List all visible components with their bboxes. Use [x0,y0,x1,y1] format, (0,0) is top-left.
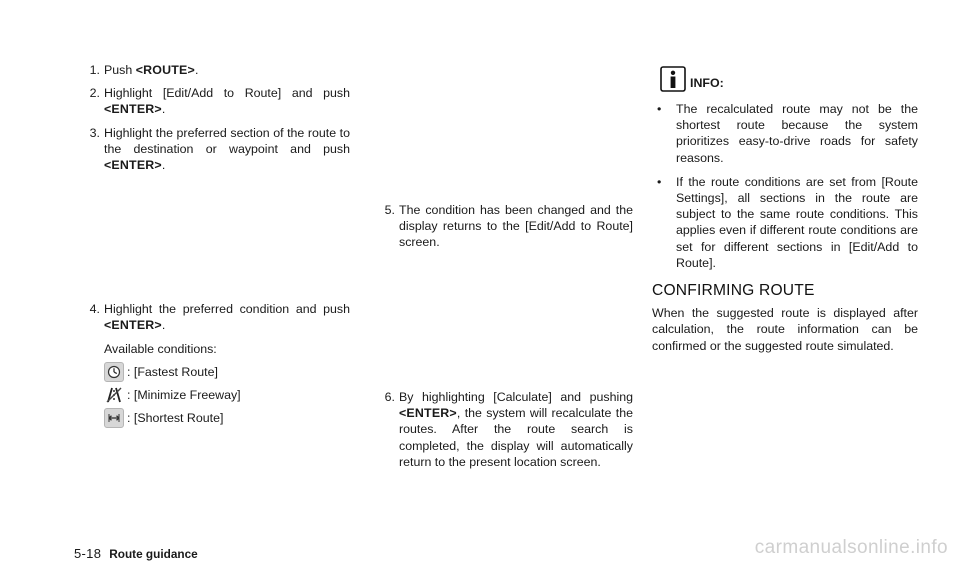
step-number: 4. [89,302,100,317]
bullet-dot: • [657,102,662,116]
fastest-route-icon [104,362,124,382]
middle-column-bottom [369,389,633,477]
step-text: Highlight the preferred section of the route to the destination or waypoint and push [104,125,350,156]
step-3: 3. Highlight the preferred section of the route to the destination or waypoint and push <ENTER>. [74,125,350,174]
step-text: The condition has been changed and the display returns to the [Edit/Add to Route] screen. [399,203,633,250]
right-column [652,66,918,354]
page-number: 5-18 [74,546,102,561]
left-column [74,62,350,432]
section-name: Route guidance [109,547,198,561]
info-bullet [652,174,918,271]
condition-label: : [Shortest Route] [127,411,224,426]
page-footer [74,546,198,562]
step-6: 6. By highlighting [Calculate] and pushing <ENTER>, the system will recalculate the routes. After the route search is completed, the display will automatically return to the present location screen. [369,389,633,470]
info-bullet [652,101,918,166]
route-key: <ROUTE> [135,63,195,77]
available-conditions-label: Available conditions: [104,341,217,356]
step-number: 5. [384,203,395,217]
confirming-route-heading: CONFIRMING ROUTE [652,282,815,300]
shortest-route-icon [104,408,124,428]
condition-fastest [104,363,350,382]
condition-label: : [Minimize Freeway] [127,388,241,403]
minimize-freeway-icon [104,385,124,405]
step-text: Highlight the preferred condition and push [104,302,350,317]
step-text: Highlight [Edit/Add to Route] and push [104,86,350,101]
enter-key: <ENTER> [104,102,162,117]
bullet-text: If the route conditions are set from [Route Settings], all sections in the route are subject to the same route conditions. This applies even if different route conditions are set for different sections in [Edit/Add to Route]. [676,174,918,270]
info-icon [660,66,686,92]
step-number: 3. [89,125,100,140]
step-number: 1. [89,63,100,77]
middle-column-top [369,202,633,258]
bullet-text: The recalculated route may not be the shortest route because the system prioritizes easy-to-drive roads for safety reasons. [676,102,918,165]
condition-shortest [104,409,350,428]
confirming-route-text: When the suggested route is displayed after calculation, the route information can be confirmed or the suggested route simulated. [652,306,918,353]
condition-minimize-freeway [104,386,350,405]
step-4: 4. Highlight the preferred condition and push <ENTER>. [74,301,350,333]
enter-key: <ENTER> [104,318,162,333]
step-1: 1. Push <ROUTE>. [74,62,350,78]
step-text: By highlighting [Calculate] and pushing [399,390,633,404]
enter-key: <ENTER> [399,406,457,421]
bullet-dot: • [657,174,662,189]
info-title: INFO: [690,75,724,90]
enter-key: <ENTER> [104,158,162,173]
watermark: carmanualsonline.info [754,537,948,558]
info-header [660,66,918,92]
step-text: Push [104,63,136,77]
step-number: 2. [89,86,100,101]
step-5 [369,202,633,251]
step-number: 6. [384,390,395,404]
condition-label: : [Fastest Route] [127,365,218,380]
step-2: 2. Highlight [Edit/Add to Route] and push <ENTER>. [74,85,350,117]
